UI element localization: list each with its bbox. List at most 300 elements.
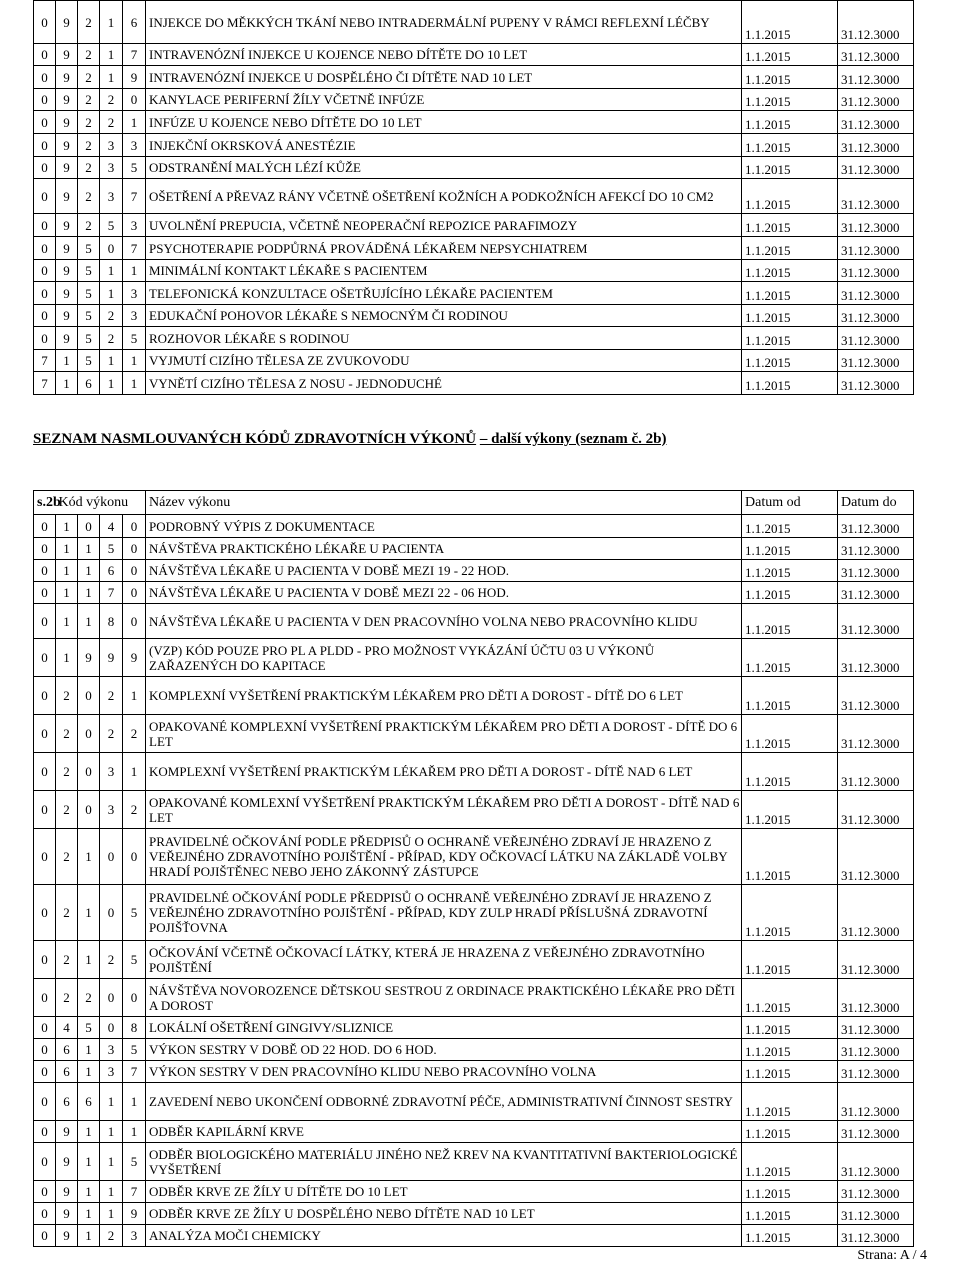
date-from: 1.1.2015 (742, 560, 838, 582)
code-digit: 1 (123, 111, 146, 134)
code-digit: 1 (78, 1225, 100, 1247)
date-from: 1.1.2015 (742, 111, 838, 134)
code-digit: 0 (34, 66, 56, 89)
code-digit: 1 (56, 372, 78, 395)
date-from: 1.1.2015 (742, 350, 838, 372)
date-from: 1.1.2015 (742, 1203, 838, 1225)
code-digit: 0 (34, 941, 56, 979)
code-digit: 9 (123, 66, 146, 89)
table-row (34, 979, 914, 1017)
code-digit: 5 (123, 327, 146, 350)
date-to: 31.12.3000 (838, 1017, 914, 1039)
code-digit: 1 (78, 885, 100, 941)
date-to: 31.12.3000 (838, 305, 914, 327)
code-digit: 1 (78, 538, 100, 560)
code-digit: 2 (100, 1225, 123, 1247)
procedure-name: EDUKAČNÍ POHOVOR LÉKAŘE S NEMOCNÝM ČI RODINOU (146, 305, 742, 327)
date-to: 31.12.3000 (838, 1039, 914, 1061)
table-row (34, 885, 914, 941)
table-row (34, 829, 914, 885)
code-digit: 5 (123, 1039, 146, 1061)
date-from: 1.1.2015 (742, 214, 838, 237)
procedure-name: ANALÝZA MOČI CHEMICKY (146, 1225, 742, 1247)
code-digit: 3 (100, 1039, 123, 1061)
code-digit: 1 (56, 538, 78, 560)
code-digit: 0 (123, 560, 146, 582)
date-to: 31.12.3000 (838, 372, 914, 395)
header-code: Kód výkonu (56, 491, 146, 515)
code-digit: 0 (123, 979, 146, 1017)
procedure-name: VYJMUTÍ CIZÍHO TĚLESA ZE ZVUKOVODU (146, 350, 742, 372)
date-from: 1.1.2015 (742, 538, 838, 560)
code-digit: 3 (123, 1225, 146, 1247)
procedure-name: (VZP) KÓD POUZE PRO PL A PLDD - PRO MOŽNOST VYKÁZÁNÍ ÚČTU 03 U VÝKONŮ ZAŘAZENÝCH DO KAPITACE (146, 639, 742, 677)
procedure-name: NÁVŠTĚVA NOVOROZENCE DĚTSKOU SESTROU Z ORDINACE PRAKTICKÉHO LÉKAŘE PRO DĚTI A DOROST (146, 979, 742, 1017)
code-digit: 0 (34, 885, 56, 941)
procedure-name: LOKÁLNÍ OŠETŘENÍ GINGIVY/SLIZNICE (146, 1017, 742, 1039)
code-digit: 9 (56, 1121, 78, 1143)
procedure-name: ODBĚR KRVE ZE ŽÍLY U DÍTĚTE DO 10 LET (146, 1181, 742, 1203)
date-to: 31.12.3000 (838, 350, 914, 372)
procedure-name: INTRAVENÓZNÍ INJEKCE U KOJENCE NEBO DÍTĚTE DO 10 LET (146, 44, 742, 66)
table-row (34, 372, 914, 395)
date-to: 31.12.3000 (838, 89, 914, 111)
code-digit: 2 (100, 327, 123, 350)
code-digit: 2 (56, 715, 78, 753)
date-to: 31.12.3000 (838, 979, 914, 1017)
procedure-name: PODROBNÝ VÝPIS Z DOKUMENTACE (146, 515, 742, 538)
code-digit: 1 (78, 1039, 100, 1061)
code-digit: 0 (78, 677, 100, 715)
header-date-to: Datum do (838, 491, 914, 515)
table-row (34, 1143, 914, 1181)
code-digit: 1 (100, 1121, 123, 1143)
code-digit: 9 (56, 157, 78, 179)
date-from: 1.1.2015 (742, 237, 838, 260)
code-digit: 2 (78, 214, 100, 237)
date-to: 31.12.3000 (838, 237, 914, 260)
code-digit: 2 (100, 941, 123, 979)
code-digit: 0 (78, 753, 100, 791)
code-digit: 1 (78, 941, 100, 979)
code-digit: 0 (123, 604, 146, 639)
code-digit: 0 (34, 1083, 56, 1121)
table-row (34, 1121, 914, 1143)
procedure-name: ZAVEDENÍ NEBO UKONČENÍ ODBORNÉ ZDRAVOTNÍ PÉČE, ADMINISTRATIVNÍ ČINNOST SESTRY (146, 1083, 742, 1121)
code-digit: 3 (100, 791, 123, 829)
code-digit: 4 (100, 515, 123, 538)
code-digit: 2 (56, 677, 78, 715)
code-digit: 2 (100, 111, 123, 134)
code-digit: 0 (34, 538, 56, 560)
table-header-row (34, 491, 914, 515)
table-row (34, 582, 914, 604)
date-from: 1.1.2015 (742, 327, 838, 350)
table-row (34, 604, 914, 639)
table-row (34, 1203, 914, 1225)
code-digit: 1 (100, 1181, 123, 1203)
date-to: 31.12.3000 (838, 753, 914, 791)
code-digit: 1 (100, 1083, 123, 1121)
code-digit: 1 (100, 44, 123, 66)
code-digit: 9 (56, 66, 78, 89)
date-to: 31.12.3000 (838, 260, 914, 282)
code-digit: 9 (56, 260, 78, 282)
date-from: 1.1.2015 (742, 282, 838, 305)
date-from: 1.1.2015 (742, 515, 838, 538)
code-digit: 8 (100, 604, 123, 639)
code-digit: 5 (100, 538, 123, 560)
date-to: 31.12.3000 (838, 582, 914, 604)
code-digit: 2 (100, 715, 123, 753)
code-digit: 0 (34, 134, 56, 157)
table-row (34, 677, 914, 715)
code-digit: 9 (56, 237, 78, 260)
code-digit: 5 (123, 885, 146, 941)
code-digit: 5 (123, 1143, 146, 1181)
code-digit: 2 (78, 134, 100, 157)
procedure-name: ODBĚR KRVE ZE ŽÍLY U DOSPĚLÉHO NEBO DÍTĚTE NAD 10 LET (146, 1203, 742, 1225)
date-to: 31.12.3000 (838, 639, 914, 677)
code-digit: 1 (123, 1083, 146, 1121)
code-digit: 9 (100, 639, 123, 677)
code-digit: 1 (100, 350, 123, 372)
code-digit: 3 (123, 134, 146, 157)
code-digit: 1 (78, 1181, 100, 1203)
code-digit: 2 (123, 791, 146, 829)
code-digit: 8 (123, 1017, 146, 1039)
code-digit: 5 (100, 214, 123, 237)
code-digit: 1 (100, 66, 123, 89)
table-row (34, 260, 914, 282)
procedure-name: INJEKČNÍ OKRSKOVÁ ANESTÉZIE (146, 134, 742, 157)
date-from: 1.1.2015 (742, 753, 838, 791)
code-digit: 2 (100, 305, 123, 327)
date-to: 31.12.3000 (838, 1203, 914, 1225)
procedure-name: ODSTRANĚNÍ MALÝCH LÉZÍ KŮŽE (146, 157, 742, 179)
table-row (34, 305, 914, 327)
procedure-name: INTRAVENÓZNÍ INJEKCE U DOSPĚLÉHO ČI DÍTĚTE NAD 10 LET (146, 66, 742, 89)
date-from: 1.1.2015 (742, 604, 838, 639)
date-to: 31.12.3000 (838, 604, 914, 639)
code-digit: 6 (100, 560, 123, 582)
code-digit: 0 (34, 89, 56, 111)
code-digit: 2 (56, 979, 78, 1017)
code-digit: 0 (34, 979, 56, 1017)
table-row (34, 1, 914, 44)
code-digit: 9 (56, 44, 78, 66)
table-row (34, 538, 914, 560)
code-digit: 0 (34, 44, 56, 66)
date-from: 1.1.2015 (742, 1181, 838, 1203)
code-digit: 1 (123, 372, 146, 395)
code-digit: 0 (123, 582, 146, 604)
code-digit: 1 (78, 604, 100, 639)
table-row (34, 1083, 914, 1121)
code-digit: 1 (100, 1, 123, 44)
code-digit: 0 (78, 791, 100, 829)
code-digit: 1 (56, 515, 78, 538)
date-from: 1.1.2015 (742, 260, 838, 282)
code-digit: 0 (34, 639, 56, 677)
date-from: 1.1.2015 (742, 89, 838, 111)
procedure-name: PRAVIDELNÉ OČKOVÁNÍ PODLE PŘEDPISŮ O OCHRANĚ VEŘEJNÉHO ZDRAVÍ JE HRAZENO Z VEŘEJNÉHO ZDRAVOTNÍHO POJIŠTĚNÍ - PŘÍPAD, KDY ZULP HRADÍ PŘÍSLUŠNÁ ZDRAVOTNÍ POJIŠŤOVNA (146, 885, 742, 941)
procedure-name: OPAKOVANÉ KOMPLEXNÍ VYŠETŘENÍ PRAKTICKÝM LÉKAŘEM PRO DĚTI A DOROST - DÍTĚ DO 6 LET (146, 715, 742, 753)
code-digit: 0 (123, 515, 146, 538)
procedure-name: ODBĚR BIOLOGICKÉHO MATERIÁLU JINÉHO NEŽ KREV NA KVANTITATIVNÍ BAKTERIOLOGICKÉ VYŠETŘENÍ (146, 1143, 742, 1181)
date-to: 31.12.3000 (838, 134, 914, 157)
table-row (34, 560, 914, 582)
code-digit: 0 (34, 560, 56, 582)
table-row (34, 753, 914, 791)
table-row (34, 282, 914, 305)
code-digit: 0 (34, 829, 56, 885)
code-digit: 0 (100, 979, 123, 1017)
code-digit: 9 (123, 1203, 146, 1225)
procedure-name: NÁVŠTĚVA LÉKAŘE U PACIENTA V DEN PRACOVNÍHO VOLNA NEBO PRACOVNÍHO KLIDU (146, 604, 742, 639)
code-digit: 1 (56, 560, 78, 582)
procedure-name: KOMPLEXNÍ VYŠETŘENÍ PRAKTICKÝM LÉKAŘEM PRO DĚTI A DOROST - DÍTĚ NAD 6 LET (146, 753, 742, 791)
date-to: 31.12.3000 (838, 111, 914, 134)
code-digit: 0 (34, 111, 56, 134)
table-row (34, 237, 914, 260)
date-from: 1.1.2015 (742, 1225, 838, 1247)
code-digit: 5 (123, 157, 146, 179)
table-row (34, 89, 914, 111)
code-digit: 1 (56, 639, 78, 677)
code-digit: 1 (123, 350, 146, 372)
table-row (34, 66, 914, 89)
header-name: Název výkonu (146, 491, 742, 515)
date-from: 1.1.2015 (742, 885, 838, 941)
table-row (34, 715, 914, 753)
code-digit: 1 (56, 350, 78, 372)
code-digit: 2 (78, 979, 100, 1017)
code-digit: 1 (100, 372, 123, 395)
date-to: 31.12.3000 (838, 791, 914, 829)
table-row (34, 791, 914, 829)
code-digit: 9 (56, 179, 78, 214)
code-digit: 0 (34, 677, 56, 715)
date-to: 31.12.3000 (838, 1061, 914, 1083)
code-digit: 0 (34, 582, 56, 604)
date-to: 31.12.3000 (838, 677, 914, 715)
code-digit: 0 (34, 327, 56, 350)
code-digit: 6 (56, 1083, 78, 1121)
date-from: 1.1.2015 (742, 1017, 838, 1039)
code-digit: 2 (78, 89, 100, 111)
code-digit: 7 (100, 582, 123, 604)
code-digit: 1 (123, 260, 146, 282)
header-date-from: Datum od (742, 491, 838, 515)
code-digit: 2 (100, 677, 123, 715)
date-to: 31.12.3000 (838, 282, 914, 305)
code-digit: 0 (34, 753, 56, 791)
date-to: 31.12.3000 (838, 560, 914, 582)
date-to: 31.12.3000 (838, 941, 914, 979)
code-digit: 9 (56, 1203, 78, 1225)
date-from: 1.1.2015 (742, 1039, 838, 1061)
procedure-name: KOMPLEXNÍ VYŠETŘENÍ PRAKTICKÝM LÉKAŘEM PRO DĚTI A DOROST - DÍTĚ DO 6 LET (146, 677, 742, 715)
procedure-name: KANYLACE PERIFERNÍ ŽÍLY VČETNĚ INFÚZE (146, 89, 742, 111)
table-row (34, 327, 914, 350)
code-digit: 9 (123, 639, 146, 677)
code-digit: 2 (78, 66, 100, 89)
table-row (34, 44, 914, 66)
code-digit: 5 (78, 282, 100, 305)
code-digit: 0 (34, 1203, 56, 1225)
procedure-name: TELEFONICKÁ KONZULTACE OŠETŘUJÍCÍHO LÉKAŘE PACIENTEM (146, 282, 742, 305)
procedure-name: NÁVŠTĚVA LÉKAŘE U PACIENTA V DOBĚ MEZI 22 - 06 HOD. (146, 582, 742, 604)
code-digit: 0 (100, 1017, 123, 1039)
code-digit: 3 (100, 179, 123, 214)
code-digit: 2 (56, 829, 78, 885)
code-digit: 0 (34, 1121, 56, 1143)
code-digit: 0 (34, 1039, 56, 1061)
date-from: 1.1.2015 (742, 1061, 838, 1083)
date-to: 31.12.3000 (838, 885, 914, 941)
code-digit: 2 (56, 941, 78, 979)
code-digit: 3 (100, 753, 123, 791)
code-digit: 0 (34, 305, 56, 327)
header-list: s.2b (34, 491, 56, 515)
code-digit: 9 (56, 89, 78, 111)
procedure-name: UVOLNĚNÍ PREPUCIA, VČETNĚ NEOPERAČNÍ REPOZICE PARAFIMOZY (146, 214, 742, 237)
code-digit: 9 (56, 1181, 78, 1203)
code-digit: 6 (56, 1061, 78, 1083)
code-digit: 1 (100, 1203, 123, 1225)
code-digit: 1 (78, 1061, 100, 1083)
code-digit: 1 (100, 260, 123, 282)
code-digit: 5 (78, 260, 100, 282)
procedure-name: VÝKON SESTRY V DEN PRACOVNÍHO KLIDU NEBO PRACOVNÍHO VOLNA (146, 1061, 742, 1083)
code-digit: 1 (78, 1203, 100, 1225)
code-digit: 0 (34, 260, 56, 282)
code-digit: 1 (123, 753, 146, 791)
code-digit: 2 (56, 791, 78, 829)
table-row (34, 1225, 914, 1247)
code-digit: 1 (78, 582, 100, 604)
date-to: 31.12.3000 (838, 44, 914, 66)
date-from: 1.1.2015 (742, 157, 838, 179)
code-digit: 7 (123, 1061, 146, 1083)
code-digit: 0 (34, 237, 56, 260)
code-digit: 0 (123, 89, 146, 111)
procedure-name: ROZHOVOR LÉKAŘE S RODINOU (146, 327, 742, 350)
date-to: 31.12.3000 (838, 66, 914, 89)
code-digit: 9 (56, 327, 78, 350)
procedure-name: INFÚZE U KOJENCE NEBO DÍTĚTE DO 10 LET (146, 111, 742, 134)
table-row (34, 639, 914, 677)
date-from: 1.1.2015 (742, 1143, 838, 1181)
date-from: 1.1.2015 (742, 1, 838, 44)
procedure-name: INJEKCE DO MĚKKÝCH TKÁNÍ NEBO INTRADERMÁLNÍ PUPENY V RÁMCI REFLEXNÍ LÉČBY (146, 1, 742, 44)
code-digit: 0 (100, 829, 123, 885)
code-digit: 2 (100, 89, 123, 111)
date-to: 31.12.3000 (838, 214, 914, 237)
code-digit: 1 (123, 1121, 146, 1143)
procedure-name: NÁVŠTĚVA LÉKAŘE U PACIENTA V DOBĚ MEZI 19 - 22 HOD. (146, 560, 742, 582)
code-digit: 9 (56, 1225, 78, 1247)
code-digit: 1 (78, 1143, 100, 1181)
code-digit: 5 (78, 350, 100, 372)
date-from: 1.1.2015 (742, 941, 838, 979)
code-digit: 2 (78, 44, 100, 66)
code-digit: 0 (123, 829, 146, 885)
code-digit: 0 (34, 1, 56, 44)
procedure-name: OPAKOVANÉ KOMLEXNÍ VYŠETŘENÍ PRAKTICKÝM LÉKAŘEM PRO DĚTI A DOROST - DÍTĚ NAD 6 LET (146, 791, 742, 829)
table-row (34, 111, 914, 134)
code-digit: 0 (34, 214, 56, 237)
code-digit: 9 (56, 282, 78, 305)
date-from: 1.1.2015 (742, 44, 838, 66)
code-digit: 1 (123, 677, 146, 715)
date-from: 1.1.2015 (742, 179, 838, 214)
date-to: 31.12.3000 (838, 1143, 914, 1181)
table-row (34, 214, 914, 237)
code-digit: 9 (56, 1, 78, 44)
code-digit: 1 (78, 1121, 100, 1143)
code-digit: 6 (56, 1039, 78, 1061)
date-from: 1.1.2015 (742, 134, 838, 157)
code-digit: 2 (78, 1, 100, 44)
code-digit: 9 (56, 111, 78, 134)
procedure-name: ODBĚR KAPILÁRNÍ KRVE (146, 1121, 742, 1143)
code-digit: 1 (78, 829, 100, 885)
code-digit: 7 (123, 237, 146, 260)
date-from: 1.1.2015 (742, 979, 838, 1017)
date-to: 31.12.3000 (838, 1, 914, 44)
table-row (34, 515, 914, 538)
code-digit: 3 (123, 214, 146, 237)
code-digit: 1 (78, 560, 100, 582)
table-row (34, 1061, 914, 1083)
date-from: 1.1.2015 (742, 677, 838, 715)
code-digit: 0 (34, 179, 56, 214)
code-digit: 2 (78, 111, 100, 134)
code-digit: 9 (78, 639, 100, 677)
code-digit: 0 (78, 515, 100, 538)
procedure-name: PRAVIDELNÉ OČKOVÁNÍ PODLE PŘEDPISŮ O OCHRANĚ VEŘEJNÉHO ZDRAVÍ JE HRAZENO Z VEŘEJNÉHO ZDRAVOTNÍHO POJIŠTĚNÍ - PŘÍPAD, KDY OČKOVACÍ LÁTKU NA ZÁKLADĚ VOLBY HRADÍ POJIŠTĚNEC NEBO JEHO ZÁKONNÝ ZÁSTUPCE (146, 829, 742, 885)
code-digit: 9 (56, 1143, 78, 1181)
table-row (34, 157, 914, 179)
procedure-name: NÁVŠTĚVA PRAKTICKÉHO LÉKAŘE U PACIENTA (146, 538, 742, 560)
code-digit: 0 (34, 515, 56, 538)
table-row (34, 941, 914, 979)
table-row (34, 350, 914, 372)
procedure-name: OŠETŘENÍ A PŘEVAZ RÁNY VČETNĚ OŠETŘENÍ KOŽNÍCH A PODKOŽNÍCH AFEKCÍ DO 10 CM2 (146, 179, 742, 214)
date-to: 31.12.3000 (838, 157, 914, 179)
date-from: 1.1.2015 (742, 715, 838, 753)
date-from: 1.1.2015 (742, 1083, 838, 1121)
code-digit: 5 (78, 327, 100, 350)
code-digit: 0 (34, 1017, 56, 1039)
code-digit: 7 (34, 372, 56, 395)
code-digit: 2 (78, 179, 100, 214)
table-row (34, 1181, 914, 1203)
code-digit: 5 (123, 941, 146, 979)
code-digit: 0 (100, 885, 123, 941)
code-digit: 7 (123, 44, 146, 66)
code-digit: 5 (78, 1017, 100, 1039)
code-digit: 1 (56, 604, 78, 639)
code-digit: 0 (34, 715, 56, 753)
code-digit: 3 (100, 1061, 123, 1083)
date-from: 1.1.2015 (742, 1121, 838, 1143)
code-digit: 0 (123, 538, 146, 560)
date-to: 31.12.3000 (838, 1225, 914, 1247)
date-to: 31.12.3000 (838, 1083, 914, 1121)
